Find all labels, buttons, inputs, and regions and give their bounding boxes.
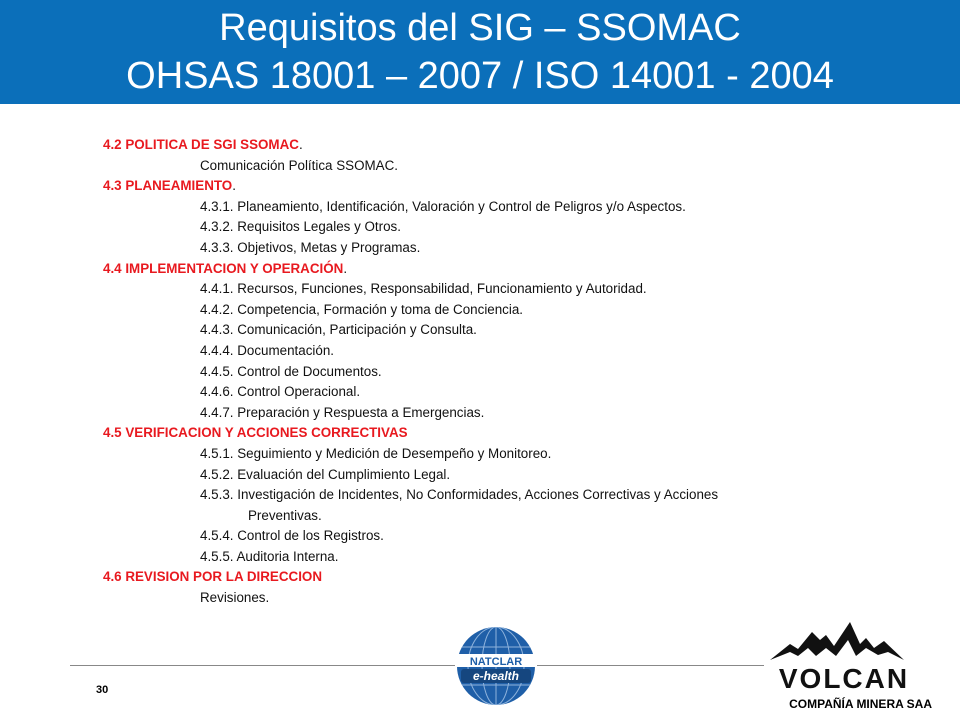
requirements-list [103,135,903,609]
list-item: 4.5.5. Auditoria Interna. [200,548,339,564]
slide-title-line-2: OHSAS 18001 – 2007 / ISO 14001 - 2004 [126,55,834,97]
list-item: 4.3.1. Planeamiento, Identificación, Valoración y Control de Peligros y/o Aspectos. [200,198,686,214]
list-item: 4.5.4. Control de los Registros. [200,528,384,544]
section-heading-4-5: 4.5 VERIFICACION Y ACCIONES CORRECTIVAS [103,425,408,441]
list-item: 4.3.3. Objetivos, Metas y Programas. [200,239,421,255]
list-item-continuation: Preventivas. [248,507,322,523]
natclar-logo-bottom-text: e-health [472,669,520,683]
section-heading-4-3: 4.3 PLANEAMIENTO. [103,178,236,194]
list-item: 4.4.4. Documentación. [200,342,334,358]
section-heading-4-4: 4.4 IMPLEMENTACION Y OPERACIÓN. [103,260,348,276]
list-item: 4.4.3. Comunicación, Participación y Consulta. [200,322,477,338]
volcan-logo [768,618,928,698]
list-item: 4.5.2. Evaluación del Cumplimiento Legal. [200,466,451,482]
company-name: COMPAÑÍA MINERA SAA [789,697,932,711]
slide-header [0,0,960,104]
list-item: Comunicación Política SSOMAC. [200,157,398,173]
list-item: 4.4.7. Preparación y Respuesta a Emergencias. [200,404,485,420]
list-item: Revisiones. [200,590,270,606]
volcan-logo-text: VOLCAN [778,663,910,694]
section-heading-4-2: 4.2 POLITICA DE SGI SSOMAC. [103,137,303,152]
section-heading-4-6: 4.6 REVISION POR LA DIRECCION [103,569,322,585]
list-item: 4.4.5. Control de Documentos. [200,363,382,379]
list-item: 4.4.2. Competencia, Formación y toma de Conciencia. [200,301,524,317]
natclar-logo-top-text: NATCLAR [469,656,523,668]
list-item: 4.3.2. Requisitos Legales y Otros. [200,219,401,235]
list-item: 4.5.1. Seguimiento y Medición de Desempeño y Monitoreo. [200,445,552,461]
footer-divider [70,665,764,666]
list-item: 4.4.6. Control Operacional. [200,384,361,400]
list-item: 4.5.3. Investigación de Incidentes, No Conformidades, Acciones Correctivas y Acciones [200,487,719,503]
slide-title-line-1: Requisitos del SIG – SSOMAC [219,7,741,49]
natclar-ehealth-logo [455,625,537,707]
list-item: 4.4.1. Recursos, Funciones, Responsabilidad, Funcionamiento y Autoridad. [200,281,647,297]
page-number: 30 [96,684,109,696]
